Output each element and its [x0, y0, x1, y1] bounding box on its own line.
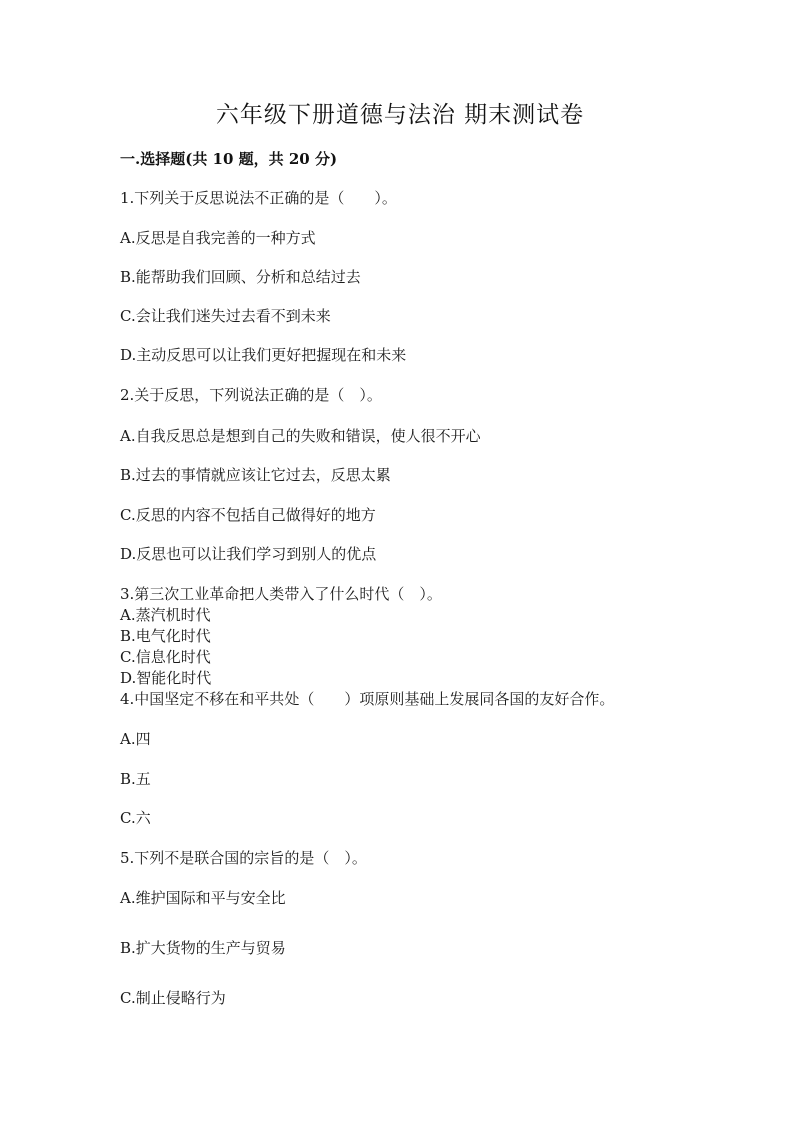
question-4-option-c: C.六 — [120, 809, 151, 827]
question-3-option-c: C.信息化时代 — [120, 648, 211, 666]
page-title: 六年级下册道德与法治 期末测试卷 — [215, 102, 585, 128]
question-1-option-a: A.反思是自我完善的一种方式 — [120, 229, 316, 247]
question-2-stem: 2.关于反思，下列说法正确的是（ ）。 — [120, 386, 382, 404]
question-5-option-b: B.扩大货物的生产与贸易 — [120, 939, 286, 957]
question-3-stem: 3.第三次工业革命把人类带入了什么时代（ ）。 — [120, 585, 442, 603]
question-4-option-b: B.五 — [120, 770, 151, 788]
question-3-option-a: A.蒸汽机时代 — [120, 606, 211, 624]
question-1-option-d: D.主动反思可以让我们更好把握现在和未来 — [120, 346, 407, 364]
question-1-option-b: B.能帮助我们回顾、分析和总结过去 — [120, 268, 361, 286]
question-5-option-c: C.制止侵略行为 — [120, 989, 226, 1007]
question-1-option-c: C.会让我们迷失过去看不到未来 — [120, 307, 331, 325]
question-4-option-a: A.四 — [120, 730, 151, 748]
question-2-option-c: C.反思的内容不包括自己做得好的地方 — [120, 506, 376, 524]
question-1-stem: 1.下列关于反思说法不正确的是（ ）。 — [120, 189, 397, 207]
question-2-option-b: B.过去的事情就应该让它过去，反思太累 — [120, 466, 391, 484]
question-3-option-b: B.电气化时代 — [120, 627, 211, 645]
question-2-option-a: A.自我反思总是想到自己的失败和错误，使人很不开心 — [120, 427, 481, 445]
question-2-option-d: D.反思也可以让我们学习到别人的优点 — [120, 545, 377, 563]
question-4-stem: 4.中国坚定不移在和平共处（ ）项原则基础上发展同各国的友好合作。 — [120, 690, 615, 708]
question-5-option-a: A.维护国际和平与安全比 — [120, 889, 286, 907]
question-3-option-d: D.智能化时代 — [120, 669, 212, 687]
question-5-stem: 5.下列不是联合国的宗旨的是（ ）。 — [120, 849, 367, 867]
section-heading: 一.选择题(共 10 题，共 20 分) — [120, 150, 338, 168]
